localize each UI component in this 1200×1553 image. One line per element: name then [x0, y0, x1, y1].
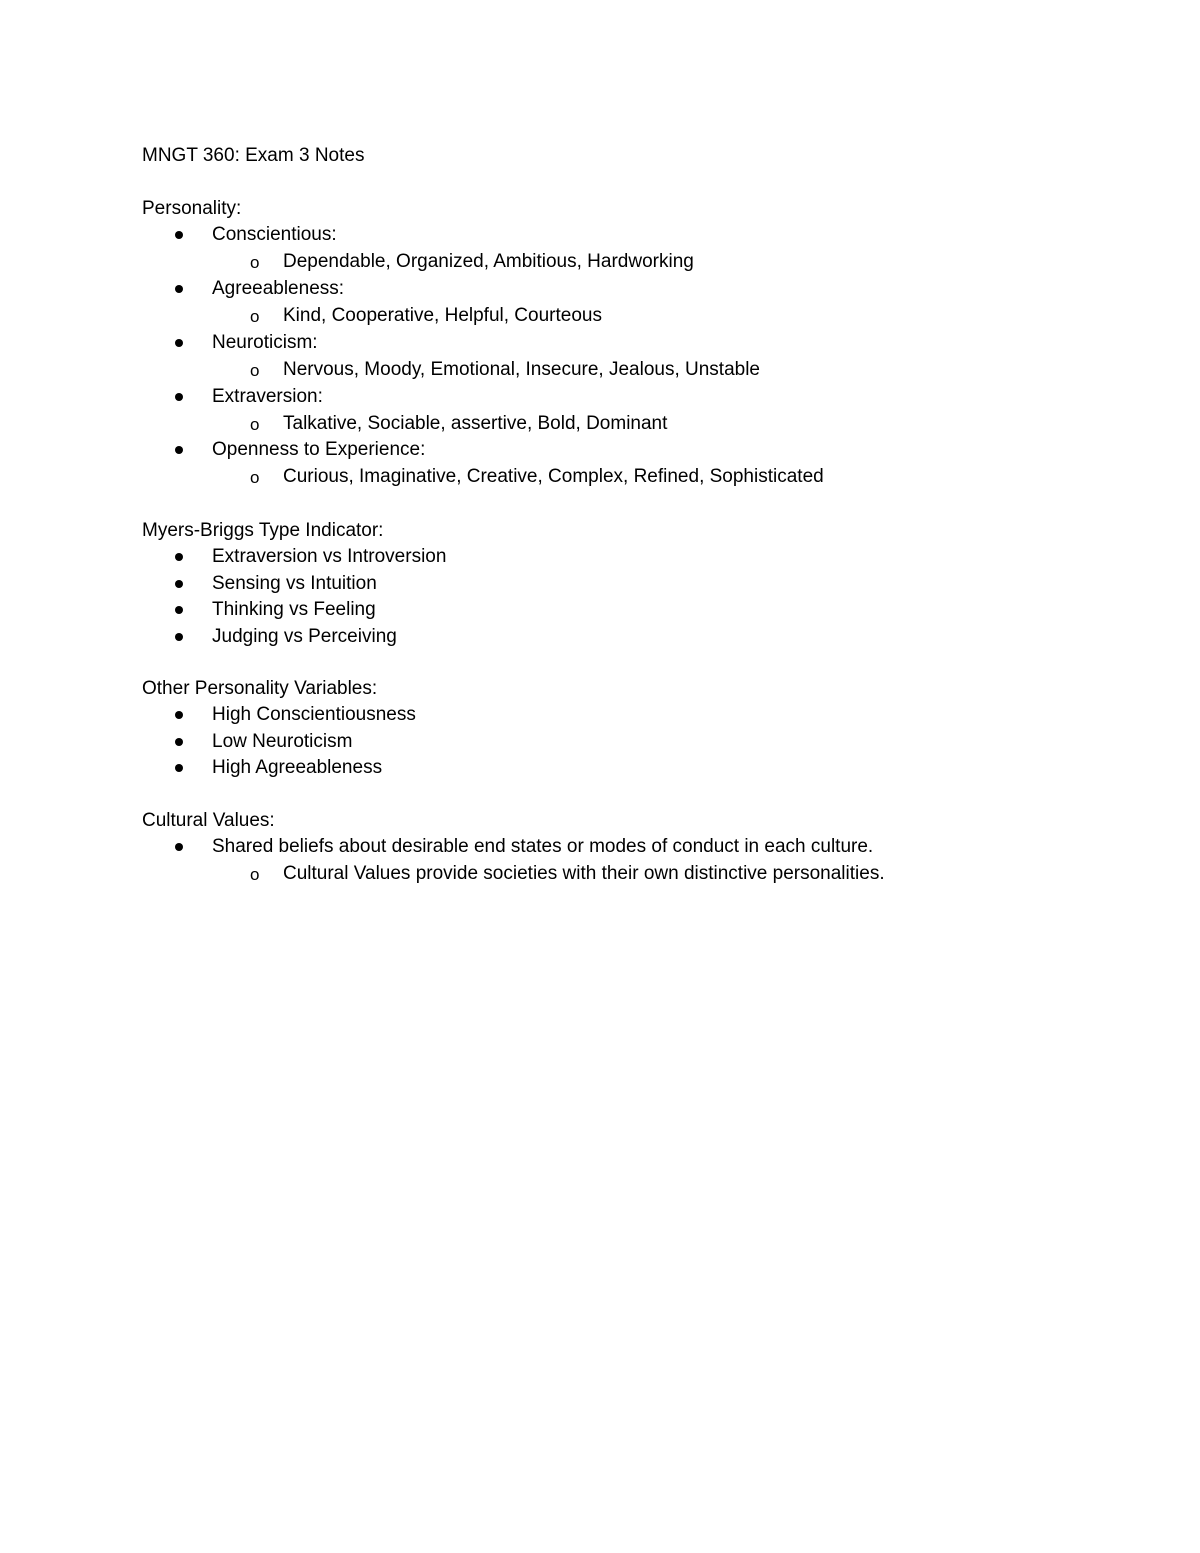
list-item: Agreeableness: — [212, 278, 345, 299]
bullet-icon — [175, 711, 183, 719]
list-item: Openness to Experience: — [212, 439, 426, 460]
sub-list-item: Curious, Imaginative, Creative, Complex, Refined, Sophisticated — [283, 466, 824, 487]
list-item: High Conscientiousness — [212, 704, 416, 725]
sub-list-item: Cultural Values provide societies with their own distinctive personalities. — [283, 863, 885, 884]
bullet-icon — [175, 393, 183, 401]
list-item: High Agreeableness — [212, 757, 383, 778]
sub-bullet-icon: o — [250, 361, 260, 380]
document-title: MNGT 360: Exam 3 Notes — [142, 145, 365, 166]
list-item: Conscientious: — [212, 224, 337, 245]
bullet-icon — [175, 553, 183, 561]
bullet-icon — [175, 764, 183, 772]
section-heading: Myers-Briggs Type Indicator: — [142, 520, 384, 541]
bullet-icon — [175, 285, 183, 293]
list-item: Shared beliefs about desirable end states or modes of conduct in each culture. — [212, 836, 874, 857]
sub-list-item: Dependable, Organized, Ambitious, Hardworking — [283, 251, 694, 272]
bullet-icon — [175, 606, 183, 614]
bullet-icon — [175, 843, 183, 851]
bullet-icon — [175, 580, 183, 588]
bullet-icon — [175, 633, 183, 641]
section-heading: Other Personality Variables: — [142, 678, 378, 699]
sub-bullet-icon: o — [250, 468, 260, 487]
sub-bullet-icon: o — [250, 865, 260, 884]
bullet-icon — [175, 339, 183, 347]
sub-list-item: Talkative, Sociable, assertive, Bold, Dominant — [283, 413, 668, 434]
bullet-icon — [175, 738, 183, 746]
list-item: Thinking vs Feeling — [212, 599, 376, 620]
section-heading: Cultural Values: — [142, 810, 275, 831]
bullet-icon — [175, 446, 183, 454]
list-item: Neuroticism: — [212, 332, 318, 353]
sub-bullet-icon: o — [250, 415, 260, 434]
sub-bullet-icon: o — [250, 307, 260, 326]
list-item: Sensing vs Intuition — [212, 573, 377, 594]
section-heading: Personality: — [142, 198, 242, 219]
sub-list-item: Nervous, Moody, Emotional, Insecure, Jealous, Unstable — [283, 359, 760, 380]
list-item: Judging vs Perceiving — [212, 626, 397, 647]
list-item: Low Neuroticism — [212, 731, 353, 752]
list-item: Extraversion vs Introversion — [212, 546, 447, 567]
sub-bullet-icon: o — [250, 253, 260, 272]
sub-list-item: Kind, Cooperative, Helpful, Courteous — [283, 305, 602, 326]
bullet-icon — [175, 231, 183, 239]
list-item: Extraversion: — [212, 386, 323, 407]
